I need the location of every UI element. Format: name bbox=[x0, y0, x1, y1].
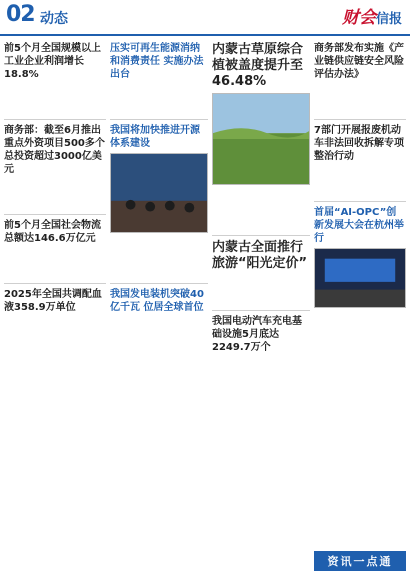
article-c3 bbox=[212, 315, 310, 386]
article-body bbox=[212, 356, 310, 386]
column-4 bbox=[314, 42, 406, 571]
article-a4 bbox=[4, 288, 106, 346]
page-number: 02 bbox=[6, 2, 35, 27]
article-headline: 商务部发布实施《产业链供应链安全风险评估办法》 bbox=[314, 43, 404, 80]
article-b3 bbox=[110, 288, 208, 346]
article-body bbox=[110, 83, 208, 113]
column-3 bbox=[212, 42, 310, 571]
column-1 bbox=[4, 42, 106, 571]
divider bbox=[4, 283, 106, 284]
article-headline: 我国将加快推进开源体系建设 bbox=[110, 125, 200, 149]
article-body bbox=[212, 199, 310, 229]
divider bbox=[110, 119, 208, 120]
photo-caption bbox=[314, 310, 406, 316]
article-headline: 内蒙古全面推行旅游“阳光定价” bbox=[212, 240, 308, 271]
divider bbox=[4, 214, 106, 215]
article-c1 bbox=[212, 42, 310, 229]
article-headline: 7部门开展报废机动车非法回收拆解专项整治行动 bbox=[314, 125, 404, 162]
article-body bbox=[4, 83, 106, 113]
article-body bbox=[4, 247, 106, 277]
divider bbox=[212, 235, 310, 236]
article-headline: 压实可再生能源消纳和消费责任 实施办法出台 bbox=[110, 43, 204, 80]
article-body bbox=[314, 165, 406, 195]
article-a3 bbox=[4, 219, 106, 277]
article-headline: 首届“AI-OPC”创新发展大会在杭州举行 bbox=[314, 207, 404, 244]
section-title: 动态 bbox=[40, 11, 68, 27]
article-headline: 前5个月全国社会物流总额达146.6万亿元 bbox=[4, 220, 101, 244]
article-headline: 我国电动汽车充电基础设施5月底达2249.7万个 bbox=[212, 316, 302, 353]
article-b1 bbox=[110, 42, 208, 113]
article-headline: 商务部：截至6月推出重点外资项目500多个总投资超过3000亿美元 bbox=[4, 125, 105, 175]
article-d2 bbox=[314, 124, 406, 195]
article-d1 bbox=[314, 42, 406, 113]
article-d3 bbox=[314, 206, 406, 352]
article-body bbox=[4, 178, 106, 208]
article-body bbox=[314, 322, 406, 352]
divider bbox=[212, 310, 310, 311]
article-headline: 2025年全国共调配血液358.9万单位 bbox=[4, 289, 102, 313]
article-body bbox=[110, 316, 208, 346]
article-headline: 前5个月全国规模以上工业企业利润增长18.8% bbox=[4, 43, 101, 80]
brand-name: 财会 bbox=[341, 8, 376, 28]
column-2 bbox=[110, 42, 208, 571]
divider bbox=[4, 119, 106, 120]
article-a2 bbox=[4, 124, 106, 208]
divider bbox=[110, 283, 208, 284]
divider bbox=[314, 119, 406, 120]
photo-caption bbox=[110, 235, 208, 241]
photo-caption bbox=[212, 187, 310, 193]
article-body bbox=[110, 247, 208, 277]
article-body bbox=[314, 83, 406, 113]
event-photo bbox=[314, 248, 406, 308]
article-body bbox=[212, 274, 310, 304]
article-c2 bbox=[212, 240, 310, 304]
brand-sub: 信报 bbox=[375, 12, 402, 27]
article-body bbox=[4, 316, 106, 346]
brand-logo bbox=[342, 3, 402, 28]
article-headline: 内蒙古草原综合植被盖度提升至46.48% bbox=[212, 42, 304, 89]
conference-photo bbox=[110, 153, 208, 233]
article-headline: 我国发电装机突破40亿千瓦 位居全球首位 bbox=[110, 289, 204, 313]
news-banner: 资讯一点通 bbox=[314, 551, 406, 571]
divider bbox=[314, 201, 406, 202]
masthead bbox=[0, 0, 410, 36]
article-a1 bbox=[4, 42, 106, 113]
article-b2 bbox=[110, 124, 208, 277]
grassland-photo bbox=[212, 93, 310, 185]
